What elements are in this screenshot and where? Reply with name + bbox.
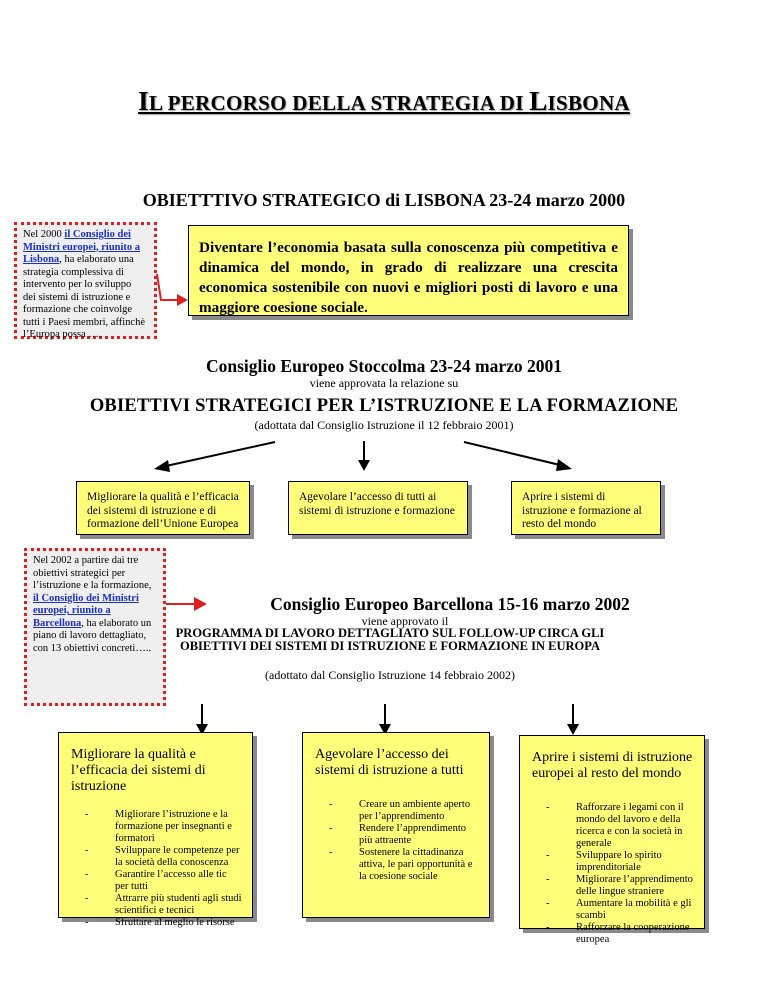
program-column-access [302,732,490,918]
barcelona-note-suffix: , ha elaborato un piano di lavoro dettagliato, con 13 obiettivi concreti….. [33,617,152,654]
program-column-quality [58,732,253,928]
lisbon-objective-heading: OBIETTTIVO STRATEGICO di LISBONA 23-24 marzo 2000 [142,190,626,210]
list-item: - Migliorare l’istruzione e la formazione per insegnanti e formatori [71,809,242,845]
stockholm-heading: Consiglio Europeo Stoccolma 23-24 marzo 2001 [206,356,562,376]
objectives-note: (adottata dal Consiglio Istruzione il 12 febbraio 2001) [254,418,514,432]
red-arrow-icon [155,272,191,312]
barcelona-subheading: viene approvato il [361,614,449,628]
list-item: - Sviluppare lo spirito imprenditoriale [532,850,694,874]
list-item: - Creare un ambiente aperto per l’apprendimento [315,799,479,823]
list-item: - Migliorare l’apprendimento delle lingue straniere [532,874,694,898]
barcelona-note-box [24,548,166,706]
list-item: - Rendere l’apprendimento più attraente [315,823,479,847]
work-program-title: PROGRAMMA DI LAVORO DETTAGLIATO SUL FOLLOW-UP CIRCA GLI OBIETTIVI DEI SISTEMI DI ISTRUZIONE E FORMAZIONE IN EUROPA [175,626,605,653]
page-title: IL PERCORSO DELLA STRATEGIA DI LISBONA [138,86,630,116]
objective-box-quality: Migliorare la qualità e l’efficacia dei sistemi di istruzione e di formazione dell’Unione Europea [76,481,250,535]
column-title: Migliorare la qualità e l’efficacia dei sistemi di istruzione [71,747,206,794]
work-program-note: (adottato dal Consiglio Istruzione 14 febbraio 2002) [265,668,515,682]
program-column-open [519,735,705,945]
column-title: Agevolare l’accesso dei sistemi di istruzione a tutti [315,747,464,778]
barcelona-council-link[interactable]: il Consiglio dei Ministri europei, riunito a Barcellona [33,592,139,629]
stockholm-subheading: viene approvata la relazione su [309,376,459,390]
lisbon-note-suffix: , ha elaborato una strategia complessiva di intervento per lo sviluppo dei sistemi di istruzione e formazione che coinvolge tutti i Paesi membri, affinchè l’Europa possa …. [23,254,145,340]
barcelona-note-prefix: Nel 2002 a partire dai tre obiettivi strategici per l’istruzione e la formazione, [33,555,152,591]
list-item: - Sfruttare al meglio le risorse [71,917,242,929]
lisbon-note-box [14,222,157,339]
list-item: - Sviluppare le competenze per la società della conoscenza [71,845,242,869]
split-arrows-icon [0,436,768,476]
lisbon-council-link[interactable]: il Consiglio dei Ministri europei, riunito a Lisbona [23,229,141,265]
list-item: - Attrarre più studenti agli studi scientifici e tecnici [71,893,242,917]
objectives-title: OBIETTIVI STRATEGICI PER L’ISTRUZIONE E LA FORMAZIONE [89,396,679,416]
column-title: Aprire i sistemi di istruzione europei al resto del mondo [532,750,693,781]
list-item: - Rafforzare la cooperazione europea [532,922,694,946]
list-item: - Rafforzare i legami con il mondo del lavoro e della ricerca e con la società in generale [532,802,694,850]
lisbon-goal-box: Diventare l’economia basata sulla conoscenza più competitiva e dinamica del mondo, in grado di realizzare una crescita economica sostenibile con nuovi e migliori posti di lavoro e una maggiore coesione sociale. [188,225,629,316]
objective-box-access: Agevolare l’accesso di tutti ai sistemi di istruzione e formazione [288,481,468,535]
barcelona-heading: Consiglio Europeo Barcellona 15-16 marzo 2002 [270,594,630,614]
list-item: - Sostenere la cittadinanza attiva, le pari opportunità e la coesione sociale [315,847,479,883]
list-item: - Aumentare la mobilità e gli scambi [532,898,694,922]
list-item: - Garantire l’accesso alle tic per tutti [71,869,242,893]
lisbon-note-prefix: Nel 2000 [23,229,65,240]
objective-box-open: Aprire i sistemi di istruzione e formazione al resto del mondo [511,481,661,535]
